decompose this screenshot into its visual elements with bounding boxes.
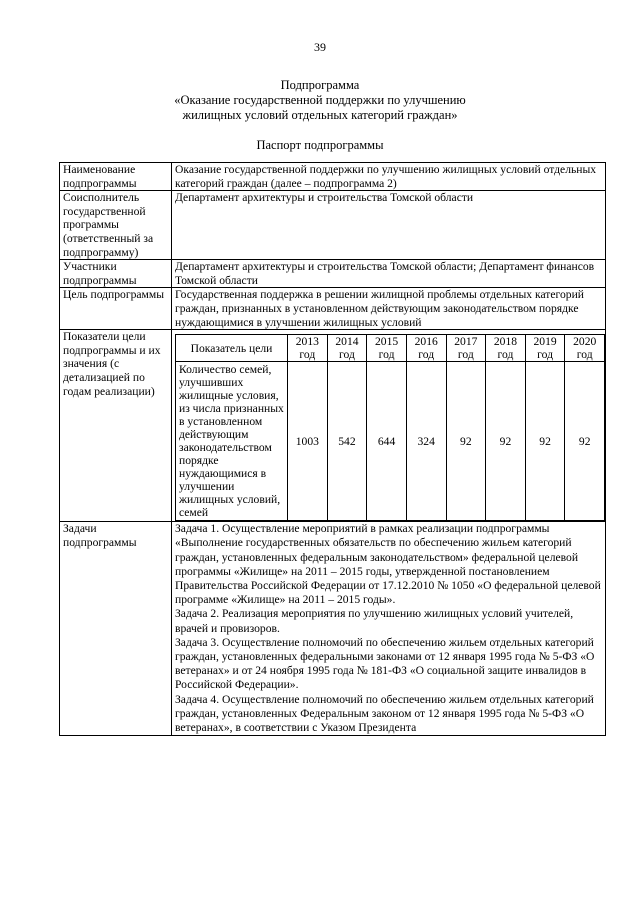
indicator-value: 92 <box>486 362 526 521</box>
year-header <box>486 335 526 362</box>
year-header <box>367 335 407 362</box>
indicator-value: 542 <box>327 362 367 521</box>
indicator-name: Количество семей, улучшивших жилищные условия, из числа признанных в установленном действующим законодательством порядке нуждающимися в улучшении жилищных условий, семей <box>176 362 288 521</box>
indicator-header-label: Показатель цели <box>176 335 288 362</box>
year-number: 2020 <box>573 335 597 349</box>
year-suffix: год <box>576 348 593 362</box>
year-suffix: год <box>378 348 395 362</box>
title-line-2: «Оказание государственной поддержки по улучшению <box>174 93 466 107</box>
indicator-value: 324 <box>406 362 446 521</box>
row-value: Оказание государственной поддержки по улучшению жилищных условий отдельных категорий граждан (далее – подпрограмма 2) <box>172 163 606 191</box>
subprogram-title <box>0 78 640 123</box>
indicator-value: 92 <box>565 362 605 521</box>
year-header <box>565 335 605 362</box>
indicators-row <box>60 330 606 522</box>
year-suffix: год <box>497 348 514 362</box>
indicators-value-row <box>176 362 605 521</box>
year-header <box>406 335 446 362</box>
row-value: Департамент архитектуры и строительства Томской области; Департамент финансов Томской области <box>172 260 606 288</box>
tasks-cell <box>172 522 606 736</box>
passport-table <box>59 162 606 736</box>
year-suffix: год <box>418 348 435 362</box>
row-value: Государственная поддержка в решении жилищной проблемы отдельных категорий граждан, признанных в установленном действующим законодательством порядке нуждающимися в улучшении жилищных условий <box>172 288 606 330</box>
table-row <box>60 288 606 330</box>
year-header <box>288 335 328 362</box>
year-suffix: год <box>457 348 474 362</box>
task-item: Задача 1. Осуществление мероприятий в рамках реализации подпрограммы «Выполнение государственных обязательств по обеспечению жильем категорий граждан, установленных федеральным законодательством» федеральной целевой программы «Жилище» на 2011 – 2015 годы, утвержденной постановлением Правительства Российской Федерации от 17.12.2010 № 1050 «О федеральной целевой программе «Жилище» на 2011 – 2015 годы». <box>175 522 601 607</box>
indicators-header-row <box>176 335 605 362</box>
year-header <box>327 335 367 362</box>
year-suffix: год <box>299 348 316 362</box>
year-suffix: год <box>339 348 355 362</box>
year-header <box>446 335 486 362</box>
task-item: Задача 2. Реализация мероприятия по улучшению жилищных условий учителей, врачей и провизоров. <box>175 607 574 635</box>
indicators-cell <box>172 330 606 522</box>
indicators-table <box>175 334 605 521</box>
indicators-label: Показатели цели подпрограммы и их значения (с детализацией по годам реализации) <box>60 330 172 522</box>
passport-title: Паспорт подпрограммы <box>256 138 384 152</box>
year-number: 2014 <box>335 335 359 349</box>
task-item: Задача 4. Осуществление полномочий по обеспечению жильем отдельных категорий граждан, установленных Федеральным законом от 12 января 1995 года № 5-ФЗ «О ветеранах», в соответствии с Указом Президента <box>175 692 594 734</box>
year-header <box>525 335 565 362</box>
indicator-value: 92 <box>446 362 486 521</box>
page-number: 39 <box>314 40 326 54</box>
year-number: 2015 <box>374 335 399 349</box>
indicator-value: 644 <box>367 362 407 521</box>
title-line-3: жилищных условий отдельных категорий граждан» <box>182 108 458 122</box>
row-label: Цель подпрограммы <box>60 288 172 330</box>
year-number: 2018 <box>493 335 518 349</box>
task-item: Задача 3. Осуществление полномочий по обеспечению жильем отдельных категорий граждан, установленных федеральными законами от 12 января 1995 года № 5-ФЗ «О ветеранах» и от 24 ноября 1995 года № 181-ФЗ «О социальной защите инвалидов в Российской Федерации». <box>175 635 595 692</box>
table-row <box>60 163 606 191</box>
year-number: 2017 <box>454 335 478 349</box>
year-number: 2013 <box>295 335 319 349</box>
indicator-value: 92 <box>525 362 565 521</box>
table-row <box>60 260 606 288</box>
row-label: Соисполнитель государственной программы (ответственный за подпрограмму) <box>60 191 172 260</box>
title-line-1: Подпрограмма <box>280 78 360 92</box>
table-row <box>60 191 606 260</box>
indicator-value: 1003 <box>288 362 328 521</box>
year-number: 2016 <box>414 335 438 349</box>
year-suffix: год <box>537 348 553 362</box>
row-label: Участники подпрограммы <box>60 260 172 288</box>
year-number: 2019 <box>533 335 557 349</box>
row-value: Департамент архитектуры и строительства Томской области <box>172 191 606 260</box>
tasks-row <box>60 522 606 736</box>
row-label: Наименование подпрограммы <box>60 163 172 191</box>
tasks-label: Задачи подпрограммы <box>60 522 172 736</box>
